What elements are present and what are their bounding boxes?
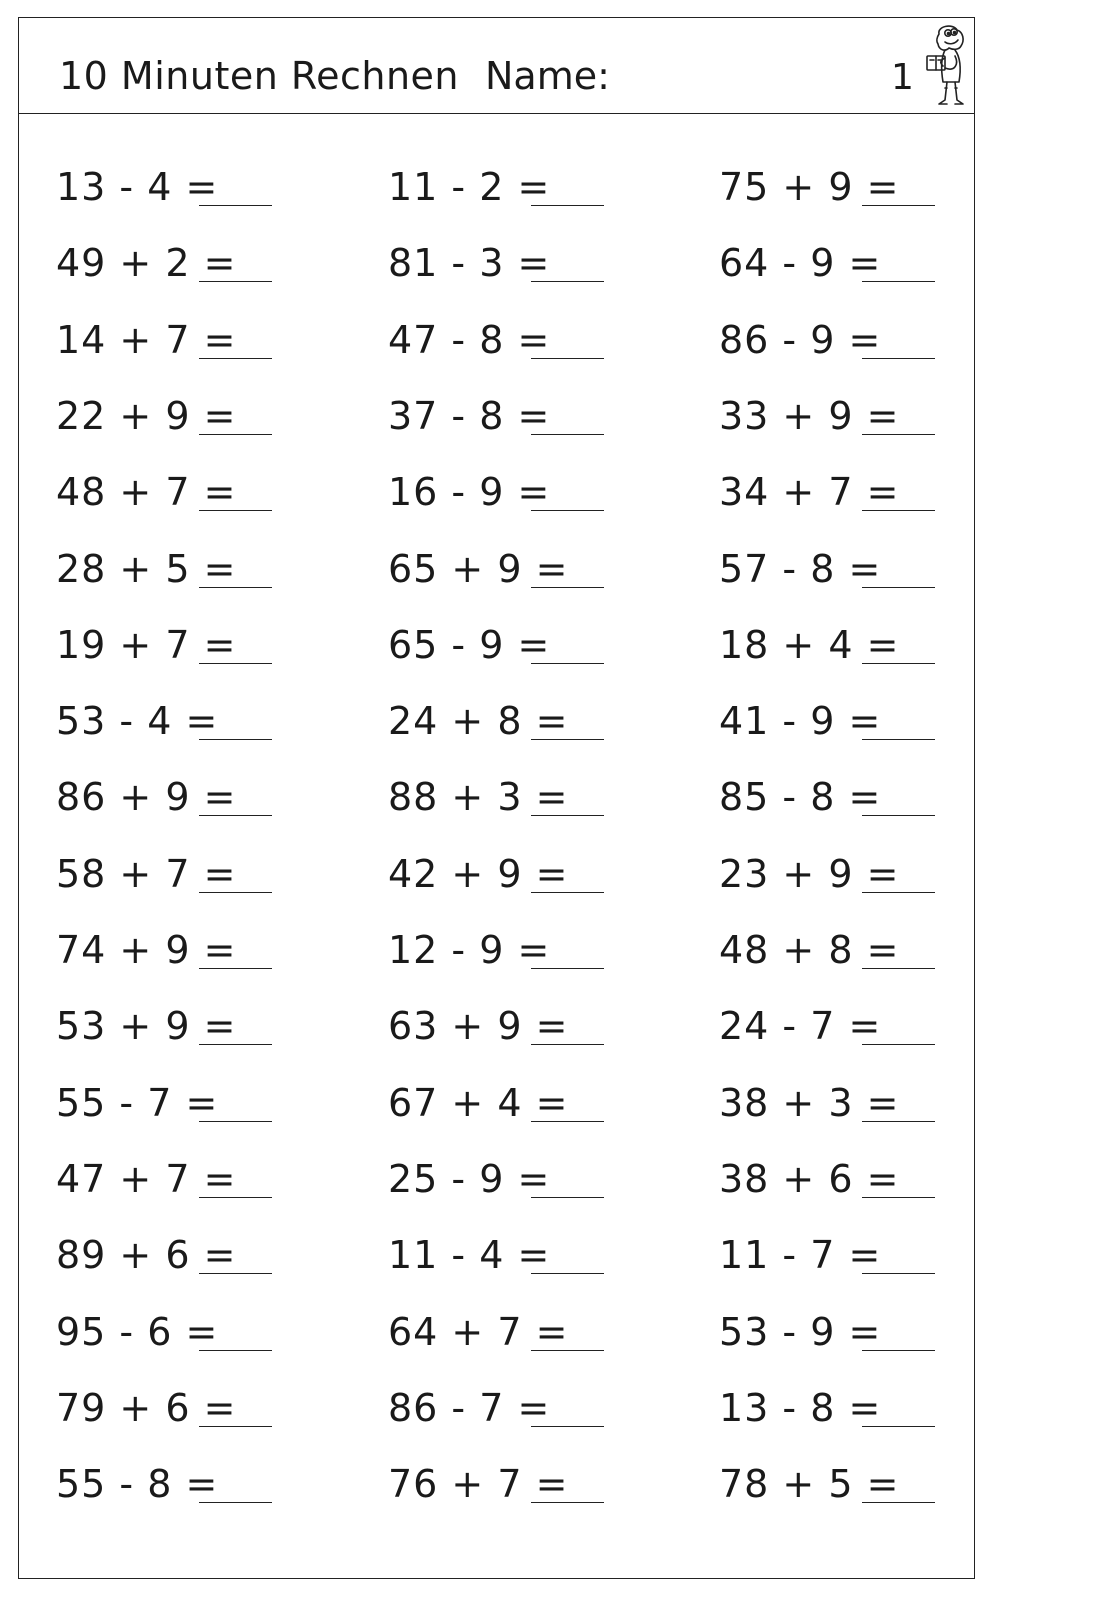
- answer-blank[interactable]: [862, 434, 935, 435]
- answer-blank[interactable]: [531, 663, 604, 664]
- answer-blank[interactable]: [862, 205, 935, 206]
- worksheet: [18, 17, 975, 1579]
- answer-blank[interactable]: [531, 1121, 604, 1122]
- task-expression: 11 - 4 =: [388, 1233, 551, 1278]
- math-task: [56, 763, 356, 823]
- answer-blank[interactable]: [531, 587, 604, 588]
- math-task: [388, 306, 688, 366]
- answer-blank[interactable]: [862, 892, 935, 893]
- task-expression: 86 - 7 =: [388, 1385, 551, 1430]
- math-task: [388, 687, 688, 747]
- task-expression: 55 - 7 =: [56, 1080, 219, 1125]
- answer-blank[interactable]: [862, 815, 935, 816]
- math-task: [719, 1069, 1019, 1129]
- task-expression: 49 + 2 =: [56, 241, 237, 286]
- task-expression: 48 + 7 =: [56, 470, 237, 515]
- math-task: [388, 840, 688, 900]
- math-task: [56, 1450, 356, 1510]
- answer-blank[interactable]: [199, 510, 272, 511]
- math-task: [56, 840, 356, 900]
- task-expression: 86 + 9 =: [56, 775, 237, 820]
- task-expression: 16 - 9 =: [388, 470, 551, 515]
- answer-blank[interactable]: [199, 1273, 272, 1274]
- answer-blank[interactable]: [531, 281, 604, 282]
- math-task: [56, 916, 356, 976]
- answer-blank[interactable]: [531, 1502, 604, 1503]
- task-expression: 78 + 5 =: [719, 1462, 900, 1507]
- answer-blank[interactable]: [531, 1350, 604, 1351]
- task-row: [19, 1450, 974, 1510]
- task-expression: 76 + 7 =: [388, 1462, 569, 1507]
- answer-blank[interactable]: [199, 1197, 272, 1198]
- math-task: [388, 992, 688, 1052]
- math-task: [719, 687, 1019, 747]
- task-expression: 53 + 9 =: [56, 1004, 237, 1049]
- answer-blank[interactable]: [531, 205, 604, 206]
- name-label: Name:: [485, 54, 610, 98]
- worksheet-title: 10 Minuten Rechnen: [59, 54, 459, 98]
- answer-blank[interactable]: [862, 281, 935, 282]
- task-row: [19, 1374, 974, 1434]
- task-row: [19, 840, 974, 900]
- task-expression: 95 - 6 =: [56, 1309, 219, 1354]
- task-expression: 14 + 7 =: [56, 317, 237, 362]
- answer-blank[interactable]: [862, 1502, 935, 1503]
- task-expression: 13 - 4 =: [56, 165, 219, 209]
- answer-blank[interactable]: [862, 968, 935, 969]
- math-task: [719, 763, 1019, 823]
- answer-blank[interactable]: [199, 968, 272, 969]
- task-expression: 67 + 4 =: [388, 1080, 569, 1125]
- answer-blank[interactable]: [199, 815, 272, 816]
- task-row: [19, 229, 974, 289]
- task-expression: 75 + 9 =: [719, 165, 900, 209]
- math-task: [388, 229, 688, 289]
- answer-blank[interactable]: [199, 205, 272, 206]
- math-task: [719, 992, 1019, 1052]
- math-task: [388, 458, 688, 518]
- task-expression: 79 + 6 =: [56, 1385, 237, 1430]
- answer-blank[interactable]: [199, 1350, 272, 1351]
- math-task: [388, 1298, 688, 1358]
- answer-blank[interactable]: [531, 1426, 604, 1427]
- answer-blank[interactable]: [531, 968, 604, 969]
- task-row: [19, 382, 974, 442]
- answer-blank[interactable]: [862, 663, 935, 664]
- task-expression: 24 + 8 =: [388, 699, 569, 744]
- task-row: [19, 153, 974, 213]
- task-row: [19, 535, 974, 595]
- math-task: [388, 611, 688, 671]
- answer-blank[interactable]: [862, 1426, 935, 1427]
- task-expression: 12 - 9 =: [388, 928, 551, 972]
- task-expression: 38 + 3 =: [719, 1080, 900, 1125]
- task-expression: 47 + 7 =: [56, 1156, 237, 1201]
- math-task: [56, 1298, 356, 1358]
- answer-blank[interactable]: [199, 1502, 272, 1503]
- math-task: [719, 916, 1019, 976]
- task-row: [19, 687, 974, 747]
- task-expression: 22 + 9 =: [56, 393, 237, 438]
- task-expression: 64 - 9 =: [719, 241, 882, 286]
- math-task: [719, 382, 1019, 442]
- answer-blank[interactable]: [199, 281, 272, 282]
- math-task: [56, 229, 356, 289]
- math-task: [719, 153, 1019, 213]
- task-expression: 65 - 9 =: [388, 622, 551, 667]
- math-task: [388, 1145, 688, 1205]
- math-task: [719, 1374, 1019, 1434]
- math-task: [56, 1221, 356, 1281]
- math-task: [388, 1374, 688, 1434]
- answer-blank[interactable]: [862, 510, 935, 511]
- task-expression: 81 - 3 =: [388, 241, 551, 286]
- math-task: [388, 916, 688, 976]
- math-task: [56, 535, 356, 595]
- math-task: [56, 611, 356, 671]
- task-expression: 33 + 9 =: [719, 393, 900, 438]
- task-expression: 37 - 8 =: [388, 393, 551, 438]
- math-task: [388, 153, 688, 213]
- task-expression: 13 - 8 =: [719, 1385, 882, 1430]
- task-expression: 55 - 8 =: [56, 1462, 219, 1507]
- answer-blank[interactable]: [862, 739, 935, 740]
- math-task: [719, 1221, 1019, 1281]
- task-expression: 24 - 7 =: [719, 1004, 882, 1049]
- math-task: [388, 1450, 688, 1510]
- task-row: [19, 458, 974, 518]
- worksheet-header: [19, 18, 974, 114]
- answer-blank[interactable]: [199, 358, 272, 359]
- math-task: [388, 1221, 688, 1281]
- answer-blank[interactable]: [862, 1273, 935, 1274]
- task-expression: 64 + 7 =: [388, 1309, 569, 1354]
- answer-blank[interactable]: [199, 1044, 272, 1045]
- sheet-number: 1: [891, 57, 914, 98]
- task-row: [19, 1069, 974, 1129]
- task-expression: 53 - 9 =: [719, 1309, 882, 1354]
- math-task: [56, 992, 356, 1052]
- math-task: [719, 1298, 1019, 1358]
- task-row: [19, 1145, 974, 1205]
- math-task: [388, 763, 688, 823]
- math-task: [56, 153, 356, 213]
- task-row: [19, 992, 974, 1052]
- task-expression: 86 - 9 =: [719, 317, 882, 362]
- answer-blank[interactable]: [862, 587, 935, 588]
- task-expression: 19 + 7 =: [56, 622, 237, 667]
- task-expression: 53 - 4 =: [56, 699, 219, 744]
- task-expression: 58 + 7 =: [56, 851, 237, 896]
- answer-blank[interactable]: [531, 510, 604, 511]
- math-task: [56, 1374, 356, 1434]
- task-expression: 41 - 9 =: [719, 699, 882, 744]
- task-expression: 23 + 9 =: [719, 851, 900, 896]
- math-task: [719, 1450, 1019, 1510]
- task-expression: 47 - 8 =: [388, 317, 551, 362]
- answer-blank[interactable]: [531, 815, 604, 816]
- task-expression: 42 + 9 =: [388, 851, 569, 896]
- task-row: [19, 306, 974, 366]
- math-task: [388, 1069, 688, 1129]
- answer-blank[interactable]: [199, 663, 272, 664]
- answer-blank[interactable]: [531, 892, 604, 893]
- answer-blank[interactable]: [531, 1197, 604, 1198]
- answer-blank[interactable]: [862, 1350, 935, 1351]
- task-row: [19, 916, 974, 976]
- math-task: [56, 1145, 356, 1205]
- math-task: [56, 458, 356, 518]
- answer-blank[interactable]: [531, 434, 604, 435]
- answer-blank[interactable]: [531, 1273, 604, 1274]
- reading-character-icon: [915, 24, 969, 110]
- answer-blank[interactable]: [199, 1426, 272, 1427]
- answer-blank[interactable]: [199, 434, 272, 435]
- math-task: [719, 611, 1019, 671]
- math-task: [388, 535, 688, 595]
- task-row: [19, 611, 974, 671]
- task-row: [19, 1221, 974, 1281]
- math-task: [719, 840, 1019, 900]
- task-expression: 25 - 9 =: [388, 1156, 551, 1201]
- task-expression: 85 - 8 =: [719, 775, 882, 820]
- answer-blank[interactable]: [199, 739, 272, 740]
- answer-blank[interactable]: [199, 892, 272, 893]
- answer-blank[interactable]: [862, 1044, 935, 1045]
- answer-blank[interactable]: [531, 1044, 604, 1045]
- task-row: [19, 763, 974, 823]
- task-expression: 48 + 8 =: [719, 928, 900, 972]
- answer-blank[interactable]: [862, 1197, 935, 1198]
- math-task: [56, 382, 356, 442]
- task-expression: 34 + 7 =: [719, 470, 900, 515]
- task-expression: 28 + 5 =: [56, 546, 237, 591]
- answer-blank[interactable]: [862, 358, 935, 359]
- math-task: [719, 458, 1019, 518]
- math-task: [719, 229, 1019, 289]
- answer-blank[interactable]: [531, 358, 604, 359]
- answer-blank[interactable]: [862, 1121, 935, 1122]
- task-expression: 63 + 9 =: [388, 1004, 569, 1049]
- answer-blank[interactable]: [531, 739, 604, 740]
- math-task: [56, 1069, 356, 1129]
- task-expression: 57 - 8 =: [719, 546, 882, 591]
- task-expression: 11 - 7 =: [719, 1233, 882, 1278]
- task-row: [19, 1298, 974, 1358]
- task-expression: 74 + 9 =: [56, 928, 237, 972]
- answer-blank[interactable]: [199, 1121, 272, 1122]
- answer-blank[interactable]: [199, 587, 272, 588]
- math-task: [719, 1145, 1019, 1205]
- task-expression: 88 + 3 =: [388, 775, 569, 820]
- task-expression: 89 + 6 =: [56, 1233, 237, 1278]
- math-task: [56, 306, 356, 366]
- math-task: [719, 306, 1019, 366]
- math-task: [719, 535, 1019, 595]
- math-task: [56, 687, 356, 747]
- task-expression: 18 + 4 =: [719, 622, 900, 667]
- task-expression: 38 + 6 =: [719, 1156, 900, 1201]
- task-expression: 65 + 9 =: [388, 546, 569, 591]
- math-task: [388, 382, 688, 442]
- task-expression: 11 - 2 =: [388, 165, 551, 209]
